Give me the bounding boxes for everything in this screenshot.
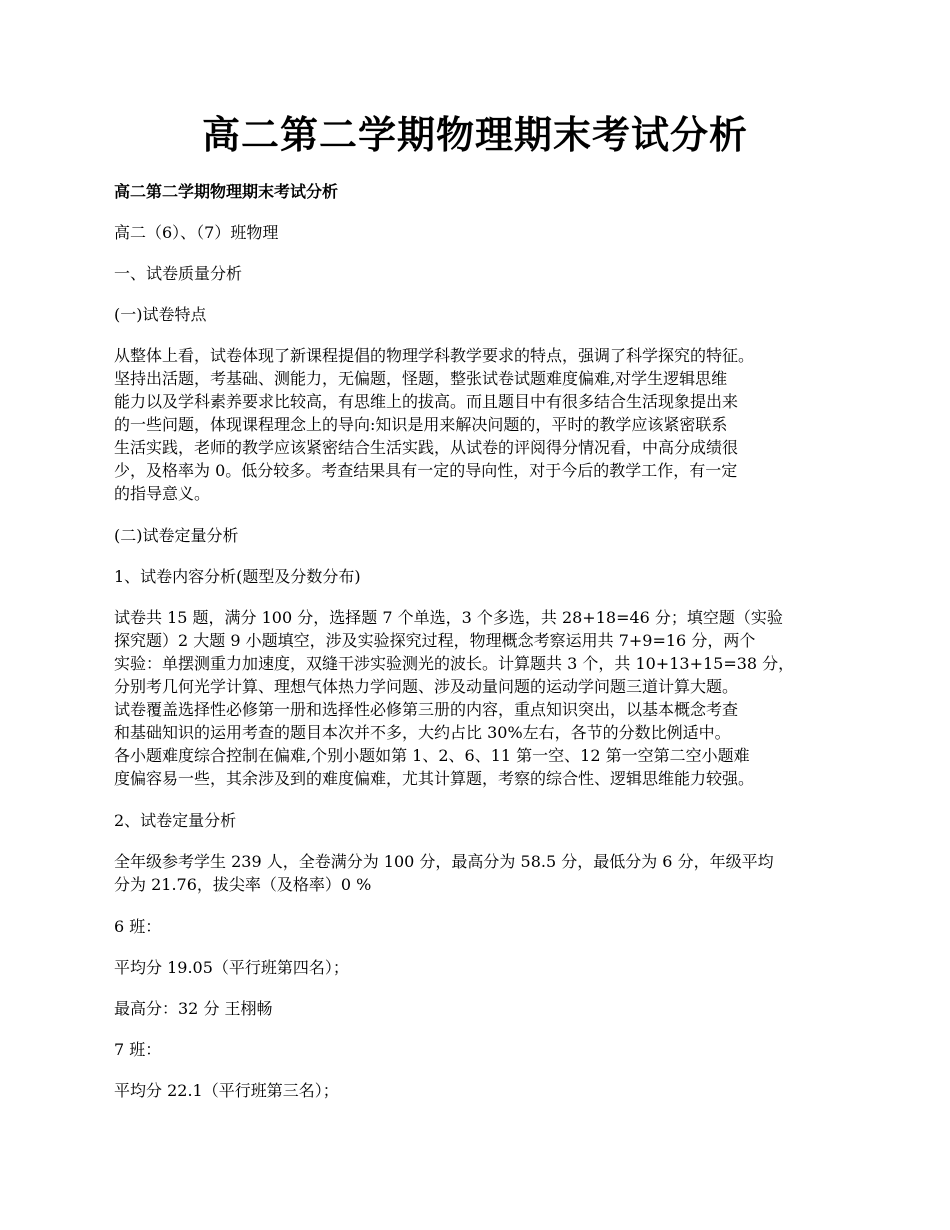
class6-label: 6 班： <box>114 917 162 936</box>
document-body <box>114 180 859 1120</box>
paragraph-line: 生活实践，老师的教学应该紧密结合生活实践，从试卷的评阅得分情况看，中高分成绩很 <box>114 438 739 457</box>
paragraph-line: 从整体上看，试卷体现了新课程提倡的物理学科教学要求的特点，强调了科学探究的特征。 <box>114 346 755 365</box>
class6-average: 平均分 19.05（平行班第四名）； <box>114 958 349 977</box>
paragraph-line: 和基础知识的运用考查的题目本次并不多，大约占比 30%左右，各节的分数比例适中。 <box>114 723 731 742</box>
paragraph-line: 探究题）2 大题 9 小题填空，涉及实验探究过程，物理概念考察运用共 7+9=16 分，两个 <box>114 631 756 650</box>
paragraph-line: 的一些问题，体现课程理念上的导向:知识是用来解决问题的，平时的教学应该紧密联系 <box>114 415 728 434</box>
item-heading-quantitative: 2、试卷定量分析 <box>114 811 237 830</box>
document-title: 高二第二学期物理期末考试分析 <box>201 112 748 157</box>
class-line: 高二（6）、（7）班物理 <box>114 223 279 242</box>
class7-average: 平均分 22.1（平行班第三名）； <box>114 1081 339 1100</box>
paragraph-line: 少，及格率为 0。低分较多。考查结果具有一定的导向性，对于今后的教学工作，有一定 <box>114 461 738 480</box>
paragraph-line: 的指导意义。 <box>114 484 211 503</box>
paragraph-line: 全年级参考学生 239 人，全卷满分为 100 分，最高分为 58.5 分，最低分为 6 分，年级平均 <box>114 852 774 871</box>
paragraph-line: 度偏容易一些，其余涉及到的难度偏难，尤其计算题，考察的综合性、逻辑思维能力较强。 <box>114 769 755 788</box>
paragraph-line: 试卷共 15 题，满分 100 分，选择题 7 个单选，3 个多选，共 28+18=46 分；填空题（实验 <box>114 608 783 627</box>
class7-label: 7 班： <box>114 1040 162 1059</box>
subsection-heading-quantitative: (二)试卷定量分析 <box>114 526 239 545</box>
paragraph-line: 坚持出活题，考基础、测能力，无偏题，怪题，整张试卷试题难度偏难,对学生逻辑思维 <box>114 369 728 388</box>
paragraph-line: 能力以及学科素养要求比较高，有思维上的拔高。而且题目中有很多结合生活现象提出来 <box>114 392 739 411</box>
paragraph-content-analysis <box>114 606 859 790</box>
item-heading-content: 1、试卷内容分析(题型及分数分布) <box>114 567 361 586</box>
paragraph-line: 分别考几何光学计算、理想气体热力学问题、涉及动量问题的运动学问题三道计算大题。 <box>114 677 739 696</box>
paragraph-grade-stats <box>114 850 859 896</box>
paragraph-line: 试卷覆盖选择性必修第一册和选择性必修第三册的内容，重点知识突出，以基本概念考查 <box>114 700 739 719</box>
paragraph-features <box>114 344 859 505</box>
paragraph-line: 各小题难度综合控制在偏难,个别小题如第 1、2、6、11 第一空、12 第一空第二空小题难 <box>114 746 750 765</box>
document-subtitle: 高二第二学期物理期末考试分析 <box>114 182 339 201</box>
subsection-heading-features: (一)试卷特点 <box>114 305 207 324</box>
section-heading-quality: 一、试卷质量分析 <box>114 264 243 283</box>
paragraph-line: 实验：单摆测重力加速度，双缝干涉实验测光的波长。计算题共 3 个，共 10+13+15=38 分， <box>114 654 795 673</box>
paragraph-line: 分为 21.76，拔尖率（及格率）0 % <box>114 875 372 894</box>
class6-max-score: 最高分：32 分 王栩畅 <box>114 999 273 1018</box>
